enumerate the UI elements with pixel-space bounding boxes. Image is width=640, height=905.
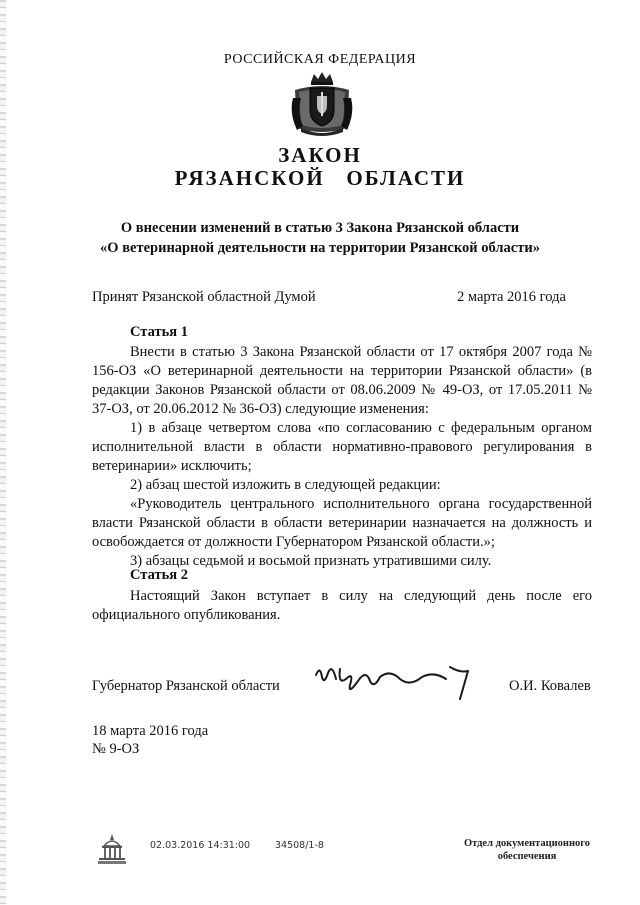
- handwritten-signature: [310, 655, 485, 700]
- stamp-line-1: Отдел документационного: [463, 838, 591, 849]
- article-1-item-2-text: «Руководитель центрального исполнительного органа государственной власти Рязанской области в области ветеринарии назначается на должность и освобождается от должности Губернатором Рязанской области.»;: [92, 496, 592, 550]
- document-title-line2: «О ветеринарной деятельности на территории Рязанской области»: [100, 240, 540, 256]
- article-1-item-1: 1) в абзаце четвертом слова «по согласованию с федеральным органом исполнительной власти в области нормативно-правового регулирования в ветеринарии» исключить;: [92, 420, 592, 474]
- article-2-text: Настоящий Закон вступает в силу на следующий день после его официального опубликования.: [92, 588, 592, 623]
- adopted-date: 2 марта 2016 года: [457, 289, 566, 305]
- enactment-block: [92, 722, 208, 758]
- article-2-body: [92, 587, 592, 625]
- footer-timestamp: 02.03.2016 14:31:00: [150, 840, 251, 851]
- stamp-line-2: обеспечения: [497, 851, 557, 862]
- signatory-position: Губернатор Рязанской области: [92, 678, 280, 694]
- adopted-by: Принят Рязанской областной Думой: [92, 289, 316, 305]
- law-number: № 9-ОЗ: [92, 741, 140, 757]
- department-stamp: [452, 837, 602, 863]
- article-2-heading: Статья 2: [130, 567, 188, 583]
- ryazan-coat-of-arms-icon: [287, 68, 357, 138]
- article-1-intro: Внести в статью 3 Закона Рязанской области от 17 октября 2007 года № 156-ОЗ «О ветеринарной деятельности на территории Рязанской области» (в редакции Законов Рязанской области от 08.06.2009 № 49-ОЗ, от 17.05.2011 № 37-ОЗ, от 20.06.2012 № 36-ОЗ) следующие изменения:: [92, 344, 592, 417]
- duma-building-icon: [96, 832, 128, 866]
- country-heading: РОССИЙСКАЯ ФЕДЕРАЦИЯ: [223, 52, 417, 67]
- document-title: [0, 218, 640, 258]
- article-1-body: [92, 343, 592, 571]
- article-1-item-3: 3) абзацы седьмой и восьмой признать утратившими силу.: [130, 553, 492, 569]
- footer-doc-id: 34508/1-8: [275, 840, 324, 851]
- enactment-date: 18 марта 2016 года: [92, 723, 209, 739]
- law-title-line2: РЯЗАНСКОЙ ОБЛАСТИ: [174, 166, 466, 191]
- law-title-line1: ЗАКОН: [278, 143, 362, 167]
- article-1-heading: Статья 1: [130, 324, 188, 340]
- article-1-item-2: 2) абзац шестой изложить в следующей редакции:: [130, 477, 441, 493]
- signatory-name: О.И. Ковалев: [509, 678, 591, 694]
- scan-edge: [0, 0, 6, 905]
- document-title-line1: О внесении изменений в статью 3 Закона Рязанской области: [120, 220, 520, 236]
- law-heading: [0, 144, 640, 190]
